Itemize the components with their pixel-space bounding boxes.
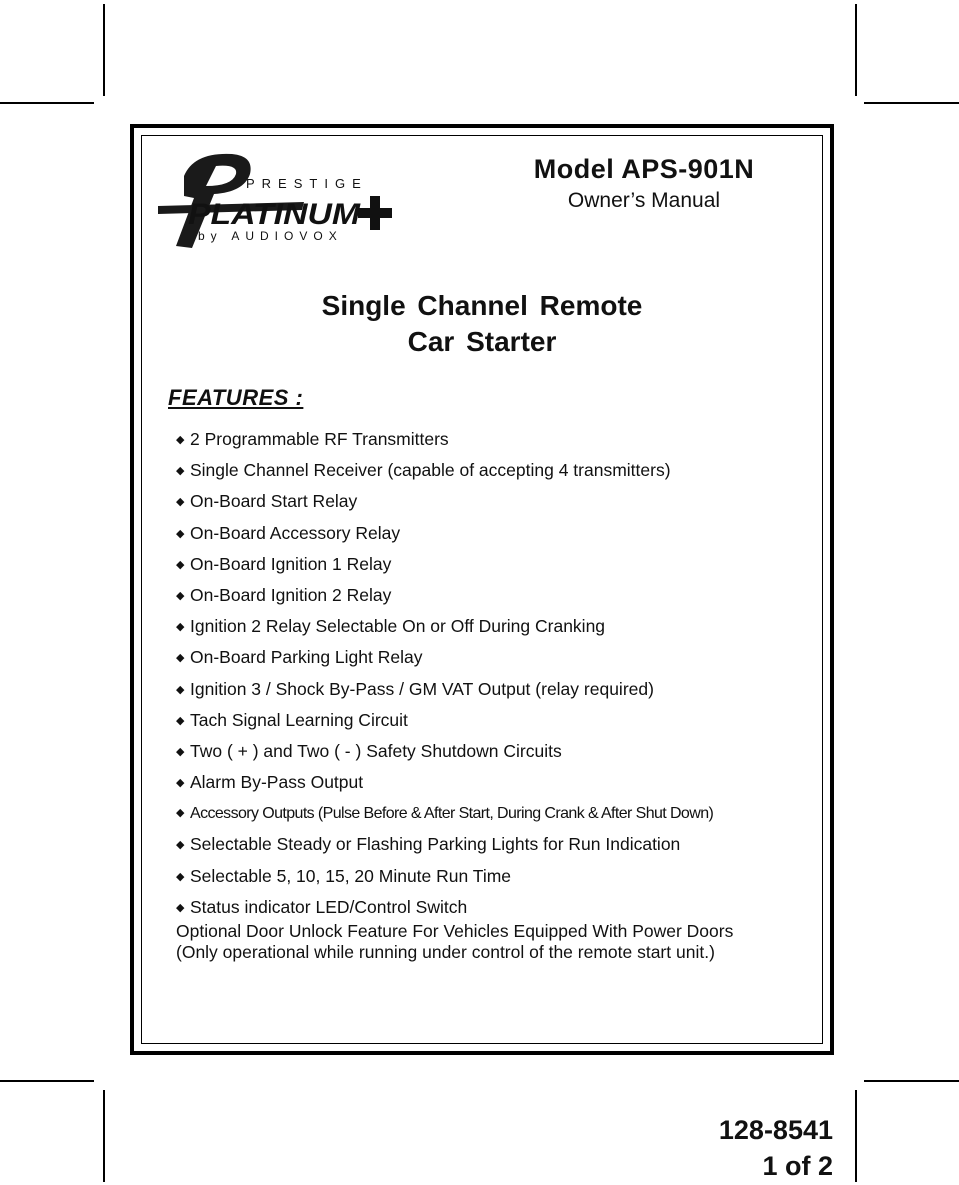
list-item: ◆ Ignition 2 Relay Selectable On or Off During Cranking (176, 616, 606, 637)
list-item: ◆ On-Board Ignition 1 Relay (176, 553, 392, 574)
cover-frame (130, 124, 834, 1055)
diamond-bullet-icon: ◆ (176, 901, 185, 914)
crop-mark (103, 1090, 105, 1182)
diamond-bullet-icon: ◆ (176, 496, 185, 509)
list-item: ◆ Alarm By-Pass Output (176, 772, 364, 793)
diamond-bullet-icon: ◆ (176, 714, 185, 727)
crop-mark (864, 1080, 959, 1082)
features-list (176, 428, 796, 927)
diamond-bullet-icon: ◆ (176, 807, 184, 820)
list-item: ◆ Status indicator LED/Control Switch (176, 896, 468, 917)
list-item: ◆ 2 Programmable RF Transmitters (176, 429, 449, 449)
diamond-bullet-icon: ◆ (176, 527, 185, 540)
crop-mark (864, 102, 959, 104)
list-item: ◆ Two ( + ) and Two ( - ) Safety Shutdown Circuits (176, 740, 562, 761)
list-item: ◆ Selectable Steady or Flashing Parking Lights for Run Indication (176, 834, 681, 855)
list-item: ◆ Accessory Outputs (Pulse Before & After Start, During Crank & After Shut Down) (176, 802, 796, 833)
headline-line-2: Car Starter (407, 326, 557, 357)
diamond-bullet-icon: ◆ (176, 621, 185, 634)
headline-line-1: Single Channel Remote (321, 290, 643, 321)
list-item: ◆ Tach Signal Learning Circuit (176, 709, 408, 730)
diamond-bullet-icon: ◆ (176, 465, 185, 478)
brand-top-text: PRESTIGE (246, 176, 368, 191)
brand-main-text: PLATINUM (188, 198, 362, 231)
document-number-block (719, 1112, 833, 1184)
manual-subtitle: Owner’s Manual (567, 189, 721, 212)
diamond-bullet-icon: ◆ (176, 434, 185, 446)
diamond-bullet-icon: ◆ (176, 839, 185, 852)
list-item: ◆ On-Board Parking Light Relay (176, 647, 423, 668)
diamond-bullet-icon: ◆ (176, 777, 185, 790)
features-heading: FEATURES : (168, 385, 304, 410)
list-item: ◆ On-Board Ignition 2 Relay (176, 584, 392, 605)
list-item: ◆ On-Board Start Relay (176, 491, 358, 512)
product-headline (134, 288, 830, 360)
model-block (514, 154, 774, 213)
prestige-platinum-logo (154, 148, 394, 250)
list-item: ◆ Selectable 5, 10, 15, 20 Minute Run Time (176, 865, 512, 886)
list-item: ◆ On-Board Accessory Relay (176, 522, 401, 543)
diamond-bullet-icon: ◆ (176, 558, 185, 571)
crop-mark (855, 4, 857, 96)
optional-line-2: (Only operational while running under control of the remote start unit.) (176, 942, 715, 962)
optional-feature-note (176, 921, 816, 963)
diamond-bullet-icon: ◆ (176, 745, 185, 758)
diamond-bullet-icon: ◆ (176, 589, 185, 602)
model-title: Model APS-901N (533, 154, 755, 184)
optional-line-1: Optional Door Unlock Feature For Vehicles Equipped With Power Doors (176, 921, 734, 941)
list-item: ◆ Ignition 3 / Shock By-Pass / GM VAT Output (relay required) (176, 678, 654, 699)
crop-mark (0, 102, 94, 104)
crop-mark (103, 4, 105, 96)
crop-mark (855, 1090, 857, 1182)
diamond-bullet-icon: ◆ (176, 870, 185, 883)
diamond-bullet-icon: ◆ (176, 683, 185, 696)
crop-mark (0, 1080, 94, 1082)
diamond-bullet-icon: ◆ (176, 652, 185, 665)
document-number: 128-8541 (718, 1115, 833, 1145)
list-item: ◆ Single Channel Receiver (capable of accepting 4 transmitters) (176, 460, 671, 481)
brand-sub-text: by AUDIOVOX (198, 229, 343, 243)
page-number: 1 of 2 (762, 1151, 833, 1181)
